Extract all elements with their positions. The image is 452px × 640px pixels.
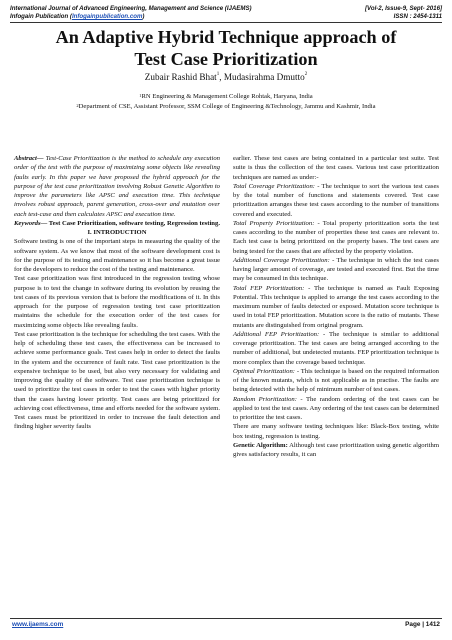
- intro-paragraph-1: Software testing is one of the important steps in measuring the quality of the software system. As we know that most of the software development cost is for the purpose of its testing and maintenance so it has become a great issue for the developers to reduce the cost of the testing and maintenance.: [14, 238, 220, 273]
- intro-paragraph-3: Test case prioritization is the technique for scheduling the test cases. With the help of scheduling these test cases, the effectiveness can be increased to achieve some performance goals. Test cases help in order to detect the faults in the system and the occurrence of fault rate. Test case prioritization is the expensive technique to be used, but also very necessary for validating and improving the quality of the software. Test case prioritization technique is used to prioritize the test cases in order to test the cases with higher priority than the cases having lower priority. Test cases are being prioritized for achieving cost effectiveness, time and efforts needed for the software system. Test cases must be prioritized in order to increase the fault detection and finding higher severity faults: [14, 330, 220, 431]
- footer-divider: [10, 618, 442, 619]
- technique-total-coverage: [233, 182, 439, 219]
- page-number: Page | 1412: [405, 621, 440, 628]
- technique-text: - The technique is named as Fault Exposing Potential. This technique is applied to arrange the test cases according to the maximum number of faults detected or exposed. Mutation score technique is used in total FEP prioritization. Mutation score is the ratio of mutants. These mutants are distinguished from original program.: [233, 284, 439, 329]
- title-line-2: Test Case Prioritization: [134, 49, 318, 69]
- technique-label: Total FEP Prioritization:: [233, 284, 305, 292]
- author-1-sup: 1: [216, 72, 220, 77]
- volume-info: [Vol-2, Issue-9, Sept- 2016]: [365, 5, 442, 12]
- title-line-1: An Adaptive Hybrid Technique approach of: [55, 27, 397, 47]
- website-link[interactable]: www.ijaems.com: [12, 621, 64, 628]
- affiliation-2-text: Department of CSE, Assistant Professor, SSM College of Engineering &Technology, Jammu and Kashmir, India: [78, 103, 376, 110]
- journal-header: [10, 5, 442, 21]
- right-paragraph-text: earlier. These test cases are being contained in a particular test suite. Test suite is thus the collection of the test cases. Various test case prioritization techniques are named as under:-: [233, 155, 439, 181]
- author-1: Zubair Rashid Bhat: [144, 72, 217, 82]
- right-paragraph: [233, 154, 439, 182]
- technique-random: [233, 395, 439, 423]
- left-column: [14, 154, 220, 432]
- affiliations: [0, 92, 452, 112]
- page-footer: [12, 621, 440, 628]
- affiliation-1-sup: 1: [139, 93, 142, 98]
- author-2-sup: 2: [304, 72, 308, 77]
- affiliation-2-sup: 2: [76, 103, 79, 108]
- technique-optimal: [233, 367, 439, 395]
- technique-label: Optimal Prioritization:: [233, 367, 295, 375]
- technique-total-fep: [233, 284, 439, 330]
- publisher-link[interactable]: Infogainpublication.com: [71, 13, 143, 20]
- publisher-line: [10, 13, 144, 21]
- abstract: [14, 154, 220, 219]
- author-list: [0, 71, 452, 83]
- keywords-label: Keywords—: [14, 219, 48, 227]
- technique-label: Additional Coverage Prioritization:: [233, 256, 330, 264]
- technique-label: Random Prioritization:: [233, 395, 297, 403]
- technique-text: - The technique is similar to additional coverage prioritization. The test cases are being arranged according to the number of additional, but undetected mutants. FEP prioritization technique is more complex than the coverage based technique.: [233, 330, 439, 366]
- section-heading: I. INTRODUCTION: [87, 229, 147, 236]
- keywords: [14, 219, 220, 228]
- technique-additional-coverage: [233, 256, 439, 284]
- technique-total-property: [233, 219, 439, 256]
- genetic-algorithm-text: Although test case prioritization using genetic algorithm gives satisfactory results, it can: [233, 441, 439, 458]
- author-separator: ,: [219, 72, 224, 82]
- abstract-label: Abstract—: [14, 155, 44, 162]
- paper-title: [0, 26, 452, 70]
- affiliation-2: [0, 102, 452, 112]
- affiliation-1: [0, 92, 452, 102]
- technique-label: Additional FEP Prioritization:: [233, 330, 320, 338]
- testing-techniques-paragraph: [233, 422, 439, 441]
- publisher-suffix: ): [142, 13, 145, 20]
- technique-text: - The technique to sort the various test cases by the total number of functions and statements covered. Test case prioritization arranges these test cases according to the number of transitions covered and executed.: [233, 182, 439, 218]
- publisher-prefix: Infogain Publication (: [10, 13, 72, 20]
- technique-label: Total Property Prioritization:: [233, 219, 315, 227]
- technique-text: - Total property prioritization sorts the test cases according to the number of properties these test cases are relevant to. Each test case is being prioritized on the property bases. The test cases are being tested for the cases that are affected by the property violation.: [233, 219, 439, 255]
- keywords-text: Test Case Prioritization, software testing, Regression testing.: [47, 219, 220, 227]
- affiliation-1-text: RN Engineering & Management College Rohtak, Haryana, India: [141, 93, 313, 100]
- testing-techniques-text: There are many software testing techniques like: Black-Box testing, white box testing, regression is testing.: [233, 423, 439, 440]
- genetic-algorithm-paragraph: [233, 441, 439, 460]
- technique-text: - The random ordering of the test cases can be applied to test the test cases. Any ordering of the test cases can be determined to prioritize the test cases.: [233, 395, 439, 421]
- technique-additional-fep: [233, 330, 439, 367]
- genetic-algorithm-label: Genetic Algorithm:: [233, 441, 288, 449]
- header-divider: [10, 22, 442, 23]
- author-2: Mudasirahma Dmutto: [223, 72, 305, 82]
- right-column: [233, 154, 439, 459]
- technique-text: - The technique in which the test cases having larger amount of coverage, are tested and executed first. But the time may be consumed in this technique.: [233, 256, 440, 283]
- intro-paragraph-2: Test case prioritization was first introduced in the regression testing whose purpose is to test the change in software during its evolution by reusing the test cases of its previous version that is before the modifications of it. In this approach for the purpose of regression testing test case prioritization maintains the schedule for the execution order of the test cases for maximizing some objects like revealing faults.: [14, 275, 220, 329]
- technique-label: Total Coverage Prioritization:: [233, 182, 315, 190]
- technique-text: - This technique is based on the required information of the known mutants, which is not applicable as in practise. The faults are being detected with the help of minimum number of test cases.: [233, 367, 439, 394]
- abstract-text: Test-Case Prioritization is the method to schedule any execution order of the test with the purpose of maximizing some objects like revealing faults early. In this paper we have proposed the hybrid approach for the purpose of the test case prioritization involving Robust Genetic Algorithm to improve the parameters like APSC and execution time. This technique involves robust approach, parent generation, cross-over and mutation over each test-case and then calculates APSC and execution time.: [14, 155, 220, 218]
- journal-name: International Journal of Advanced Engineering, Management and Science (IJAEMS): [10, 5, 252, 12]
- issn: ISSN : 2454-1311: [393, 13, 442, 20]
